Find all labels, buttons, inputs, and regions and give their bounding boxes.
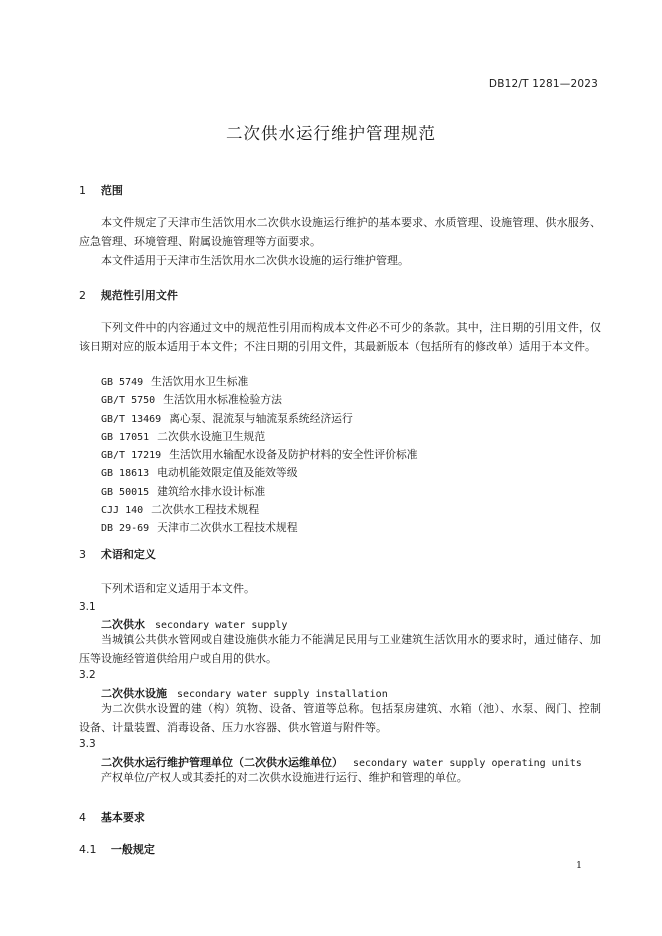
section-4-heading	[79, 809, 145, 825]
reference-code: GB 18613	[101, 468, 150, 480]
reference-code: GB/T 17219	[101, 450, 162, 462]
section-number: 1	[79, 184, 86, 197]
section-title: 范围	[100, 184, 123, 197]
term-chinese: 二次供水设施	[101, 687, 167, 700]
reference-code: GB 50015	[101, 486, 150, 498]
subsection-number: 4.1	[79, 843, 97, 856]
standard-code: DB12/T 1281—2023	[488, 78, 598, 90]
reference-item	[101, 410, 418, 428]
section-number: 4	[79, 811, 86, 824]
section-1-paragraph-2: 本文件适用于天津市生活饮用水二次供水设施的运行维护管理。	[101, 254, 409, 267]
term-number: 3.1	[79, 601, 96, 613]
reference-item	[101, 501, 418, 519]
reference-title: 离心泵、混流泵与轴流泵系统经济运行	[169, 411, 353, 425]
reference-code: GB/T 5750	[101, 395, 156, 407]
reference-item	[101, 519, 418, 537]
reference-title: 生活饮用水标准检验方法	[163, 393, 282, 407]
reference-title: 二次供水设施卫生规范	[157, 429, 266, 443]
reference-item	[101, 428, 418, 446]
reference-list	[101, 373, 418, 538]
reference-title: 天津市二次供水工程技术规程	[157, 521, 298, 535]
term-english: secondary water supply operating units	[353, 758, 582, 769]
term-definition: 产权单位/产权人或其委托的对二次供水设施进行运行、维护和管理的单位。	[101, 771, 468, 784]
reference-item	[101, 373, 418, 391]
reference-item	[101, 464, 418, 482]
reference-code: GB 5749	[101, 377, 144, 388]
reference-item	[101, 483, 418, 501]
subsection-4-1-heading	[79, 841, 155, 857]
reference-title: 电动机能效限定值及能效等级	[157, 466, 298, 480]
term-english: secondary water supply	[155, 620, 288, 631]
reference-item	[101, 446, 418, 464]
section-3-intro: 下列术语和定义适用于本文件。	[101, 582, 255, 595]
reference-title: 二次供水工程技术规程	[151, 503, 260, 517]
section-3-heading	[79, 546, 156, 562]
term-definition: 为二次供水设置的建（构）筑物、设备、管道等总称。包括泵房建筑、水箱（池）、水泵、阀门、控制设备、计量装置、消毒设备、压力水容器、供水管道与附件等。	[79, 702, 601, 734]
reference-code: GB/T 13469	[101, 413, 162, 425]
section-number: 3	[79, 548, 86, 561]
section-title: 术语和定义	[100, 548, 156, 561]
term-definition: 当城镇公共供水管网或自建设施供水能力不能满足民用与工业建筑生活饮用水的要求时，通过储存、加压等设施经管道供给用户或自用的供水。	[79, 633, 601, 665]
page-number: 1	[575, 860, 582, 871]
term-number: 3.3	[79, 738, 96, 750]
reference-code: CJJ 140	[101, 505, 144, 517]
section-title: 规范性引用文件	[100, 289, 178, 302]
reference-title: 建筑给水排水设计标准	[157, 484, 266, 498]
term-chinese: 二次供水运行维护管理单位（二次供水运维单位）	[101, 756, 343, 769]
section-1-heading	[79, 182, 123, 198]
reference-item	[101, 391, 418, 409]
section-1-paragraph-1: 本文件规定了天津市生活饮用水二次供水设施运行维护的基本要求、水质管理、设施管理、供水服务、应急管理、环境管理、附属设施管理等方面要求。	[79, 216, 601, 248]
section-2-intro: 下列文件中的内容通过文中的规范性引用而构成本文件必不可少的条款。其中，注日期的引用文件，仅该日期对应的版本适用于本文件；不注日期的引用文件，其最新版本（包括所有的修改单）适用于本文件。	[79, 321, 601, 353]
reference-title: 生活饮用水卫生标准	[151, 375, 249, 388]
term-chinese: 二次供水	[101, 618, 145, 631]
section-title: 基本要求	[100, 811, 145, 824]
term-english: secondary water supply installation	[177, 689, 388, 700]
subsection-title: 一般规定	[110, 843, 155, 856]
document-title: 二次供水运行维护管理规范	[226, 124, 436, 143]
section-2-heading	[79, 287, 178, 303]
term-number: 3.2	[79, 669, 96, 681]
reference-code: GB 17051	[101, 431, 150, 443]
reference-title: 生活饮用水输配水设备及防护材料的安全性评价标准	[169, 448, 418, 462]
section-number: 2	[79, 289, 86, 302]
reference-code: DB 29-69	[101, 523, 150, 535]
